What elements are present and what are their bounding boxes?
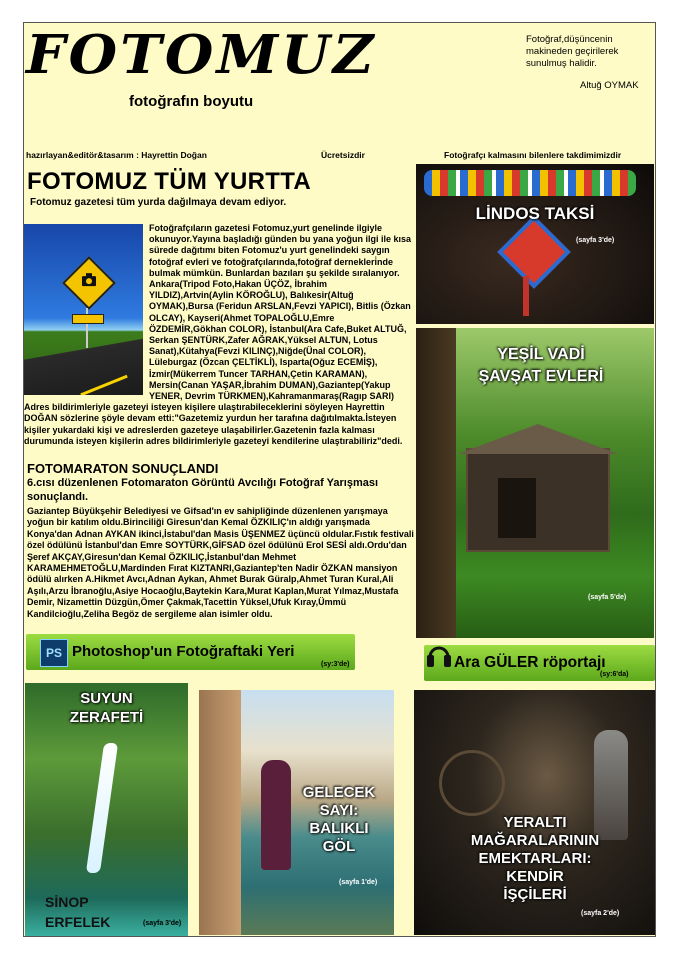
road-sign-photo: [24, 224, 143, 395]
masthead-tagline: fotoğrafın boyutu: [129, 93, 254, 110]
lead-body: Fotoğrafçıların gazetesi Fotomuz,yurt genelinde ilgiyle okunuyor.Yayına başladığı günden bu yana yoğun ilgi ile kısa sürede dağıtımı biten Fotomuz'u yurt genelindeki saygın fotoğraf evleri ve fotoğrafçılarında,fotoğraf dernekleri̇nde bulmak mümkün. Bunlardan bazıları şu şekilde sıralanıyor. Ankara(Tripod Foto,Hakan ÜÇÖZ, İbrahim YILDIZ),Artvin(Aylin KÖROĞLU), Balıkesir(Altuğ OYMAK),Bursa (Feridun ARSLAN,Fevzi YAPICI), Bitlis (Özkan OLCAY), Kayseri(Ahmet TOPALOĞLU,Emre ÖZDEMİR,Gökhan COLOR), İstanbul(Ara Cafe,Buket ALTUĞ, Serkan ŞENTÜRK,Zafer AĞRAK,Yüksel ALTUN, Lotus Sanat),Kütahya(Fevzi KILINÇ),Niğde(Ünal COLOR), Lüleburgaz (Özcan ÇELTİKLİ), Isparta(Oğuz ECEMİŞ), İzmir(Mükerrem Tuncer TARHAN,Çetin KARAMAN), Mersin(Canan YAŞAR,İbrahim DUMAN),Gaziantep(Yakup YENER, Devrim TÜRKMEN),Kahramanmaraş(Ragıp SARI) Adres bildirimleriyle gazeteyi isteyen kişilere ulaştırabileceklerini söyleyen Hayrettin DOĞAN sözlerine şöyle devam etti:"Gazetemiz yurdun her tarafına dağıtılmakta.İsteyen kişiler yukardaki kişi ve adreslerden gazeteye ulaşabilirler.Gazetenin fazla kalması durumunda isteyen kişilerin adres bildirimleriyle gazeteyi kendilerine ulaştırabiliriz"dedi.: [24, 223, 412, 446]
yeralti-title-2: MAĞARALARININ: [470, 832, 600, 849]
gelecek-title-2: SAYI:: [319, 802, 359, 819]
gelecek-title-3: BALIKLI: [309, 820, 369, 837]
masthead-logo: FOTOMUZ: [26, 24, 377, 86]
fotomaraton-body: Gaziantep Büyükşehir Belediyesi ve Gifsad'ın ev sahipliğinde düzenlenen yarışmaya yoğun bir katılım oldu.Birinciliği Giresun'dan Kemal ÖZKILIÇ'ın aldığı yarışmada Konya'dan Adnan AYKAN ikinci,İstabul'dan Masis ÜŞENMEZ üçüncü oldular.Fıstık festivali özel ödülünü İstanbul'dan Emre SOYTÜRK,GİFSAD özel ödülünü Erol SESİ aldı.Ordu'dan Şeref AKÇAY,Giresun'dan Kemal ÖZKILIÇ,İstanbul'dan Mehmet KARAMEHMETOĞLU,Mardinden Fırat KIZTANRI,Gaziantep'ten Nadir ÖZKAN mansiyon ödülü alırken A.Hikmet Avcı,Adnan Aykan, Ahmet Burak Güralp,Ahmet Turan Kural,Ali Aşılı,Arzu İbranoğlu,Asiye Hocaoğlu,Baytekin Kara,Murat Kaplan,Murat Yılmaz,Mustafa Demir, Nizamettin Düzgün,Ömer Çakmak,Tacettin Yüksel,Ufuk Kıray,Ümmü Kandilcioğlu,Zeliha Begöz de sergileme alan isimler oldu.: [27, 506, 414, 619]
ara-guler-title: Ara GÜLER röportajı: [454, 654, 606, 671]
gelecek-title-1: GELECEK: [302, 784, 376, 801]
fotomaraton-subhead: 6.cısı düzenlenen Fotomaraton Görüntü Avcılığı Fotoğraf Yarışması sonuçlandı.: [27, 477, 379, 503]
lindos-ref: (sayfa 3'de): [576, 237, 615, 244]
yeralti-title-1: YERALTI: [503, 814, 567, 831]
editor-credit: hazırlayan&editör&tasarım : Hayrettin Doğan: [26, 150, 207, 160]
price-note: Ücretsizdir: [321, 150, 365, 160]
yeralti-title-3: EMEKTARLARI:: [478, 850, 592, 867]
masthead-quote: Fotoğraf,düşüncenin makineden geçirilerek sunulmuş halidir.: [526, 34, 619, 69]
suyun-zerafeti-photo: [25, 683, 188, 936]
gelecek-title-4: GÖL: [322, 838, 356, 855]
ara-guler-banner[interactable]: [424, 645, 655, 681]
photoshop-ref: (sy:3'de): [321, 661, 350, 668]
yeralti-ref: (sayfa 2'de): [581, 910, 620, 917]
lindos-photo: [416, 164, 654, 324]
headphones-icon: [426, 637, 452, 675]
amulet-pendant: [497, 215, 571, 289]
photoshop-icon: PS: [40, 639, 68, 667]
stone-arch: [199, 690, 241, 935]
quote-author: Altuğ OYMAK: [580, 80, 639, 91]
yesil-vadi-photo: [416, 328, 654, 638]
lindos-title: LİNDOS TAKSİ: [475, 204, 595, 223]
suyun-bottom-2: ERFELEK: [45, 914, 111, 930]
yesil-vadi-title-2: ŞAVŞAT EVLERİ: [478, 368, 604, 385]
spinning-wheel: [439, 750, 505, 816]
photoshop-title: Photoshop'un Fotoğraftaki Yeri: [72, 643, 295, 660]
yeralti-photo: [414, 690, 656, 935]
gelecek-ref: (sayfa 1'de): [339, 879, 378, 886]
suyun-title-1: SUYUN: [80, 690, 133, 707]
newspaper-page: [23, 22, 656, 937]
yeralti-title-4: KENDİR: [506, 868, 564, 885]
gelecek-sayi-photo: [199, 690, 394, 935]
suyun-ref: (sayfa 3'de): [143, 920, 182, 927]
dedication: Fotoğrafçı kalmasını bilenlere takdimimizdir: [444, 150, 622, 160]
yeralti-title-5: İŞÇİLERİ: [503, 886, 567, 903]
beaded-collar: [424, 170, 636, 196]
yesil-vadi-ref: (sayfa 5'de): [588, 594, 627, 601]
lead-headline: FOTOMUZ TÜM YURTTA: [27, 168, 312, 195]
suyun-bottom-1: SİNOP: [45, 894, 89, 910]
suyun-title-2: ZERAFETİ: [69, 709, 144, 726]
fotomaraton-headline: FOTOMARATON SONUÇLANDI: [27, 461, 219, 476]
ara-guler-ref: (sy:6'da): [600, 671, 629, 678]
yesil-vadi-title-1: YEŞİL VADİ: [497, 346, 585, 363]
waterfall: [86, 743, 118, 873]
wooden-house: [466, 448, 610, 552]
lead-subhead: Fotomuz gazetesi tüm yurda dağılmaya devam ediyor.: [30, 197, 287, 208]
photoshop-banner[interactable]: [26, 634, 355, 670]
camera-road-sign-icon: [62, 256, 116, 310]
